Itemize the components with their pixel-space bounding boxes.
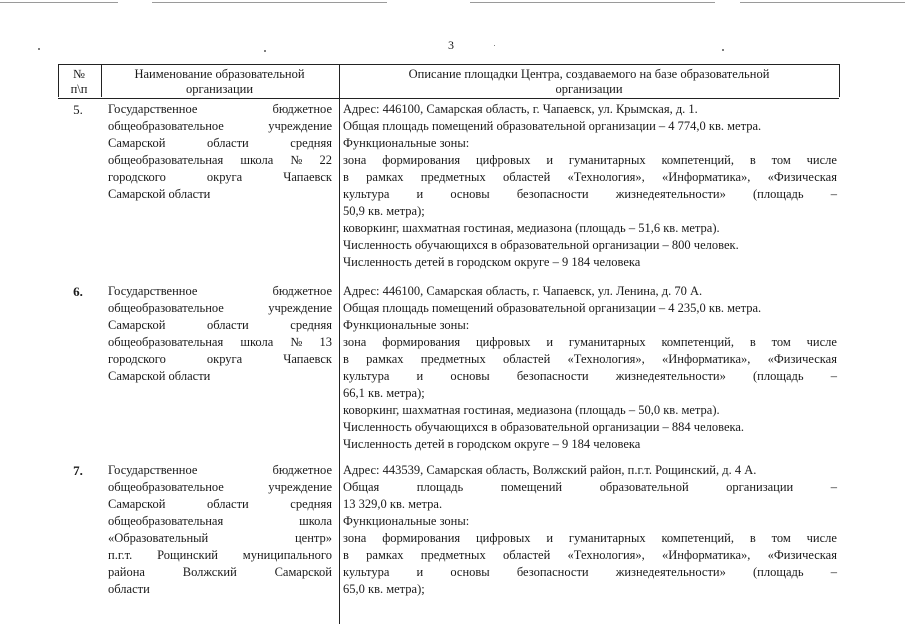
word: бюджетное [272,463,332,477]
row-number: 7. [73,463,83,478]
word: «Технология», [567,352,645,366]
header-text: организации [555,82,623,96]
word: компетенций, [661,153,734,167]
text-line: коворкинг, шахматная гостиная, медиазона (площадь – 51,6 кв. метра). [343,221,720,235]
word: области [206,136,249,150]
word: (площадь [753,565,804,579]
word: основы [450,369,490,383]
word: и [546,531,554,545]
justified-line [108,334,332,351]
justified-line [108,152,332,169]
word: гуманитарных [568,335,646,349]
text-line: Функциональные зоны: [343,514,470,528]
word: № [290,153,303,167]
word: области [206,497,249,511]
word: предметных [420,548,486,562]
word: района [108,565,145,579]
word: области [206,318,249,332]
word: «Физическая [767,548,837,562]
word: предметных [420,352,486,366]
text-line: коворкинг, шахматная гостиная, медиазона (площадь – 50,0 кв. метра). [343,403,720,417]
word: Самарской [108,497,166,511]
word: учреждение [268,301,332,315]
word: общеобразовательное [108,301,224,315]
word: общеобразовательная [108,335,224,349]
justified-line [108,513,332,530]
word: общеобразовательная [108,514,224,528]
org-description [343,283,837,453]
word: числе [806,531,837,545]
header-number [58,65,100,98]
justified-line [343,479,837,496]
word: – [830,565,837,579]
text-line: Функциональные зоны: [343,318,470,332]
word: муниципального [242,548,332,562]
justified-line [108,101,332,118]
word: учреждение [268,480,332,494]
word: гуманитарных [568,531,646,545]
word: жизнедеятельности» [615,369,726,383]
justified-line [343,186,837,203]
word: школа [240,335,274,349]
justified-line [343,152,837,169]
word: в [749,335,756,349]
justified-line [343,530,837,547]
word: безопасности [516,565,589,579]
word: (площадь [753,369,804,383]
table-header [58,64,839,99]
word: и [416,369,424,383]
word: средняя [290,318,332,332]
org-name [108,283,332,385]
text-line: 65,0 кв. метра); [343,582,425,596]
scan-edge-line [0,2,118,3]
scan-edge-line [740,2,905,3]
word: и [416,187,424,201]
word: формирования [382,153,461,167]
justified-line [108,530,332,547]
word: жизнедеятельности» [615,187,726,201]
word: областей [502,352,551,366]
word: № [290,335,303,349]
text-line: Общая площадь помещений образовательной организации – 4 774,0 кв. метра. [343,119,762,133]
word: школа [240,153,274,167]
justified-line [108,462,332,479]
word: в [343,170,349,184]
word: бюджетное [272,102,332,116]
word: помещений [500,480,563,494]
word: общеобразовательная [108,153,224,167]
text-line: Самарской области [108,369,211,383]
word: областей [502,548,551,562]
text-line: 13 329,0 кв. метра. [343,497,443,511]
header-text: организации [185,82,254,96]
column-separator [339,64,340,624]
word: формирования [382,531,461,545]
text-line: 50,9 кв. метра); [343,204,425,218]
word: 22 [319,153,332,167]
justified-line [108,118,332,135]
word: Государственное [108,463,198,477]
word: Самарской [108,318,166,332]
text-line: Численность детей в городском округе – 9 184 человека [343,437,641,451]
word: том [771,531,791,545]
word: Самарской [274,565,332,579]
word: «Технология», [567,548,645,562]
header-org-name [101,65,338,98]
word: Государственное [108,102,198,116]
word: цифровых [475,335,531,349]
word: в [343,548,349,562]
word: Государственное [108,284,198,298]
org-description [343,462,837,598]
word: безопасности [516,369,589,383]
scan-speck [264,50,266,52]
word: том [771,335,791,349]
word: центр» [294,531,332,545]
word: площадь [416,480,464,494]
justified-line [108,283,332,300]
text-line: Адрес: 446100, Самарская область, г. Чапаевск, ул. Ленина, д. 70 А. [343,284,703,298]
word: рамках [366,352,404,366]
text-line: Численность детей в городском округе – 9 184 человека [343,255,641,269]
justified-line [108,300,332,317]
scan-edge-line [152,2,387,3]
column-separator [101,64,102,97]
text-line: Численность обучающихся в образовательной организации – 884 человека. [343,420,745,434]
org-description [343,101,837,271]
word: «Образовательный [108,531,209,545]
word: гуманитарных [568,153,646,167]
column-separator [58,64,59,97]
word: и [546,335,554,349]
word: рамках [366,548,404,562]
justified-line [343,351,837,368]
word: том [771,153,791,167]
word: Самарской [108,136,166,150]
word: Рощинский [157,548,218,562]
word: городского [108,170,166,184]
justified-line [108,135,332,152]
text-line: Самарской области [108,187,211,201]
word: образовательной [599,480,689,494]
word: областей [502,170,551,184]
justified-line [343,169,837,186]
text-line: Функциональные зоны: [343,136,470,150]
justified-line [108,564,332,581]
word: 13 [319,335,332,349]
word: – [830,480,837,494]
scan-edge-line [470,2,715,3]
word: культура [343,565,390,579]
word: Волжский [182,565,237,579]
scan-speck [494,45,495,46]
word: цифровых [475,153,531,167]
header-description [339,65,839,98]
word: городского [108,352,166,366]
word: средняя [290,136,332,150]
word: компетенций, [661,531,734,545]
word: (площадь [753,187,804,201]
word: числе [806,153,837,167]
word: рамках [366,170,404,184]
row-number: 5. [73,102,83,117]
word: – [830,369,837,383]
text-line: 66,1 кв. метра); [343,386,425,400]
justified-line [343,334,837,351]
word: «Информатика», [662,548,751,562]
word: компетенций, [661,335,734,349]
header-text: п\п [70,82,88,96]
header-text: Описание площадки Центра, создаваемого на базе образовательной [408,67,770,81]
text-line: области [108,582,150,596]
word: школа [299,514,332,528]
word: общеобразовательное [108,119,224,133]
row-number: 6. [73,284,83,299]
word: зона [343,335,367,349]
word: цифровых [475,531,531,545]
justified-line [108,169,332,186]
word: «Технология», [567,170,645,184]
word: основы [450,187,490,201]
word: зона [343,531,367,545]
word: безопасности [516,187,589,201]
word: и [416,565,424,579]
word: и [546,153,554,167]
text-line: Адрес: 446100, Самарская область, г. Чапаевск, ул. Крымская, д. 1. [343,102,698,116]
word: «Физическая [767,352,837,366]
org-name [108,101,332,203]
word: основы [450,565,490,579]
justified-line [108,351,332,368]
text-line: Общая площадь помещений образовательной организации – 4 235,0 кв. метра. [343,301,762,315]
page-number: 3 [448,38,454,52]
word: средняя [290,497,332,511]
justified-line [108,547,332,564]
word: округа [206,170,243,184]
word: культура [343,187,390,201]
scan-speck [722,49,724,51]
word: учреждение [268,119,332,133]
word: организации [726,480,794,494]
justified-line [108,496,332,513]
word: жизнедеятельности» [615,565,726,579]
word: «Информатика», [662,352,751,366]
scan-speck [38,48,40,50]
word: «Информатика», [662,170,751,184]
text-line: Численность обучающихся в образовательной организации – 800 человек. [343,238,739,252]
word: предметных [420,170,486,184]
text-line: Адрес: 443539, Самарская область, Волжский район, п.г.т. Рощинский, д. 4 А. [343,463,757,477]
header-text: Наименование образовательной [134,67,305,81]
word: в [749,531,756,545]
word: «Физическая [767,170,837,184]
word: числе [806,335,837,349]
column-separator [839,64,840,97]
justified-line [343,368,837,385]
word: Общая [343,480,380,494]
justified-line [343,547,837,564]
word: Чапаевск [283,352,332,366]
word: – [830,187,837,201]
word: формирования [382,335,461,349]
justified-line [108,479,332,496]
word: п.г.т. [108,548,133,562]
word: в [749,153,756,167]
header-text: № [73,67,85,81]
word: зона [343,153,367,167]
word: общеобразовательное [108,480,224,494]
justified-line [343,564,837,581]
word: Чапаевск [283,170,332,184]
word: культура [343,369,390,383]
org-name [108,462,332,598]
word: в [343,352,349,366]
justified-line [108,317,332,334]
word: бюджетное [272,284,332,298]
word: округа [206,352,243,366]
